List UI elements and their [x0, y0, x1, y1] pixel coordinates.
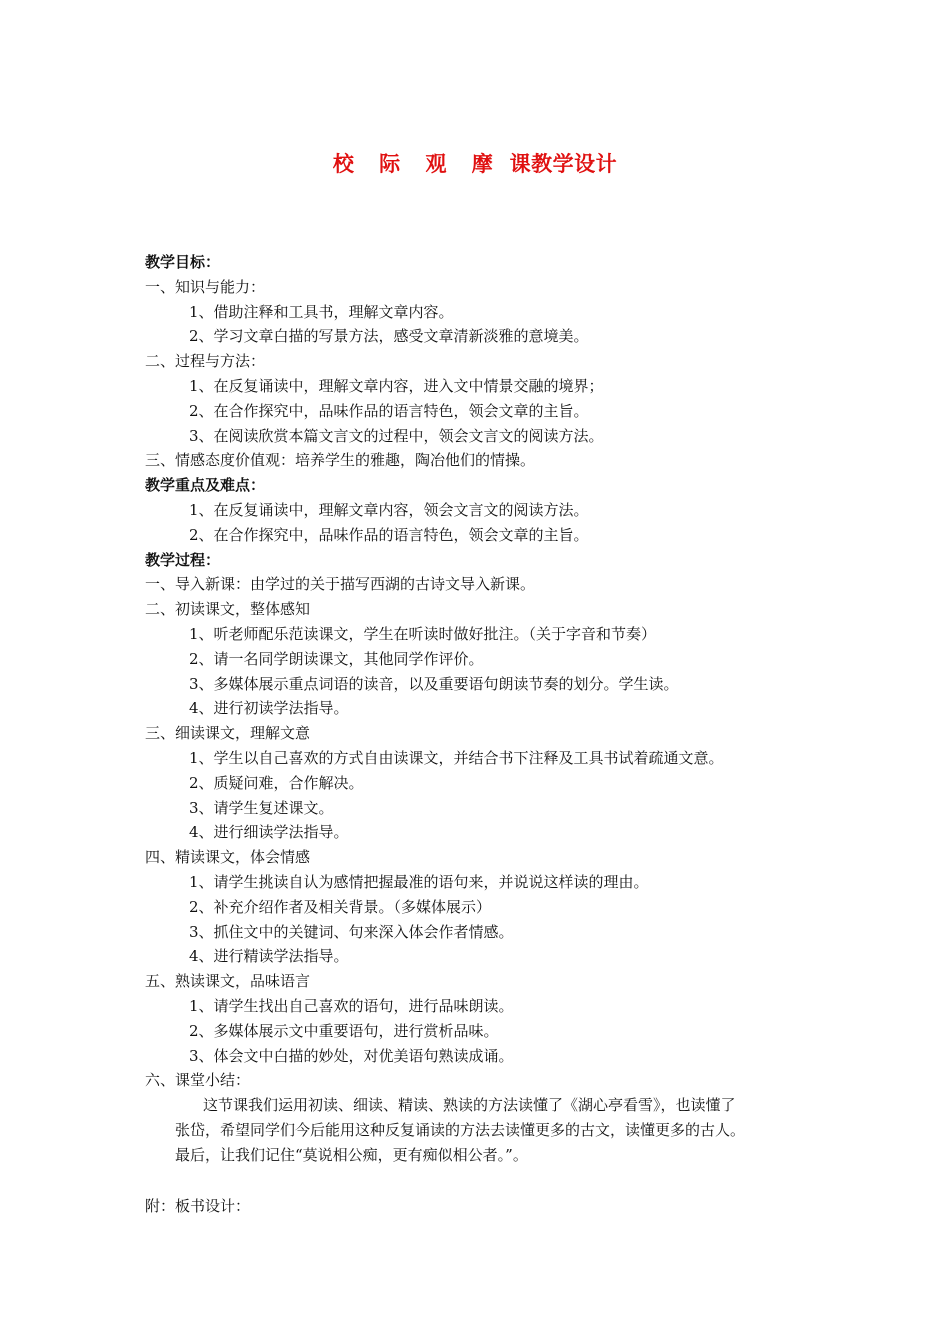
- procedure-heading: 教学过程：: [145, 550, 221, 569]
- summary-line: 最后，让我们记住“莫说相公痴，更有痴似相公者。”。: [175, 1146, 528, 1165]
- section-4-label: 四、精读课文，体会情感: [145, 848, 311, 867]
- section-4-item: 4、进行精读学法指导。: [189, 947, 349, 966]
- knowledge-item: 1、借助注释和工具书，理解文章内容。: [189, 302, 454, 321]
- document-body: [145, 250, 825, 1219]
- appendix-line: 附：板书设计：: [145, 1197, 251, 1216]
- section-2-item: 4、进行初读学法指导。: [189, 699, 349, 718]
- section-5-item: 1、请学生找出自己喜欢的语句，进行品味朗读。: [189, 996, 514, 1015]
- summary-line: 这节课我们运用初读、细读、精读、熟读的方法读懂了《湖心亭看雪》，也读懂了: [203, 1096, 736, 1115]
- section-3-item: 1、学生以自己喜欢的方式自由读课文，并结合书下注释及工具书试着疏通文意。: [189, 748, 724, 767]
- summary-paragraph: [145, 1093, 825, 1168]
- page-title: [0, 148, 950, 178]
- title-part2: 课教学设计: [501, 152, 618, 176]
- section-2-item: 2、请一名同学朗读课文，其他同学作评价。: [189, 649, 484, 668]
- section-5-label: 五、熟读课文，品味语言: [145, 972, 311, 991]
- section-2-label: 二、初读课文，整体感知: [145, 600, 311, 619]
- section-3-item: 4、进行细读学法指导。: [189, 823, 349, 842]
- section-4-item: 2、补充介绍作者及相关背景。（多媒体展示）: [189, 897, 492, 916]
- intro-line: 一、导入新课：由学过的关于描写西湖的古诗文导入新课。: [145, 575, 536, 594]
- process-item: 3、在阅读欣赏本篇文言文的过程中，领会文言文的阅读方法。: [189, 426, 604, 445]
- process-item: 2、在合作探究中，品味作品的语言特色，领会文章的主旨。: [189, 401, 589, 420]
- section-4-item: 1、请学生挑读自认为感情把握最准的语句来，并说说这样读的理由。: [189, 872, 649, 891]
- section-2-item: 1、听老师配乐范读课文，学生在听读时做好批注。（关于字音和节奏）: [189, 624, 657, 643]
- section-5-item: 3、体会文中白描的妙处，对优美语句熟读成诵。: [189, 1046, 514, 1065]
- keypoints-heading: 教学重点及难点：: [145, 476, 266, 495]
- emotion-line: 三、情感态度价值观：培养学生的雅趣，陶冶他们的情操。: [145, 451, 536, 470]
- section-6-label: 六、课堂小结：: [145, 1071, 251, 1090]
- knowledge-item: 2、学习文章白描的写景方法，感受文章清新淡雅的意境美。: [189, 327, 589, 346]
- section-4-item: 3、抓住文中的关键词、句来深入体会作者情感。: [189, 922, 514, 941]
- keypoint-item: 2、在合作探究中，品味作品的语言特色，领会文章的主旨。: [189, 525, 589, 544]
- spacer: [145, 1168, 825, 1194]
- section-3-label: 三、细读课文，理解文意: [145, 724, 311, 743]
- goals-heading: 教学目标：: [145, 253, 221, 271]
- section-3-item: 3、请学生复述课文。: [189, 798, 334, 817]
- summary-line: 张岱，希望同学们今后能用这种反复诵读的方法去读懂更多的古文，读懂更多的古人。: [175, 1121, 746, 1140]
- process-label: 二、过程与方法：: [145, 352, 266, 371]
- keypoint-item: 1、在反复诵读中，理解文章内容，领会文言文的阅读方法。: [189, 500, 589, 519]
- section-5-item: 2、多媒体展示文中重要语句，进行赏析品味。: [189, 1021, 499, 1040]
- section-2-item: 3、多媒体展示重点词语的读音，以及重要语句朗读节奏的划分。学生读。: [189, 674, 679, 693]
- section-3-item: 2、质疑问难，合作解决。: [189, 773, 364, 792]
- title-part1: 校 际 观 摩: [332, 152, 502, 176]
- process-item: 1、在反复诵读中，理解文章内容，进入文中情景交融的境界；: [189, 376, 604, 395]
- knowledge-label: 一、知识与能力：: [145, 277, 266, 296]
